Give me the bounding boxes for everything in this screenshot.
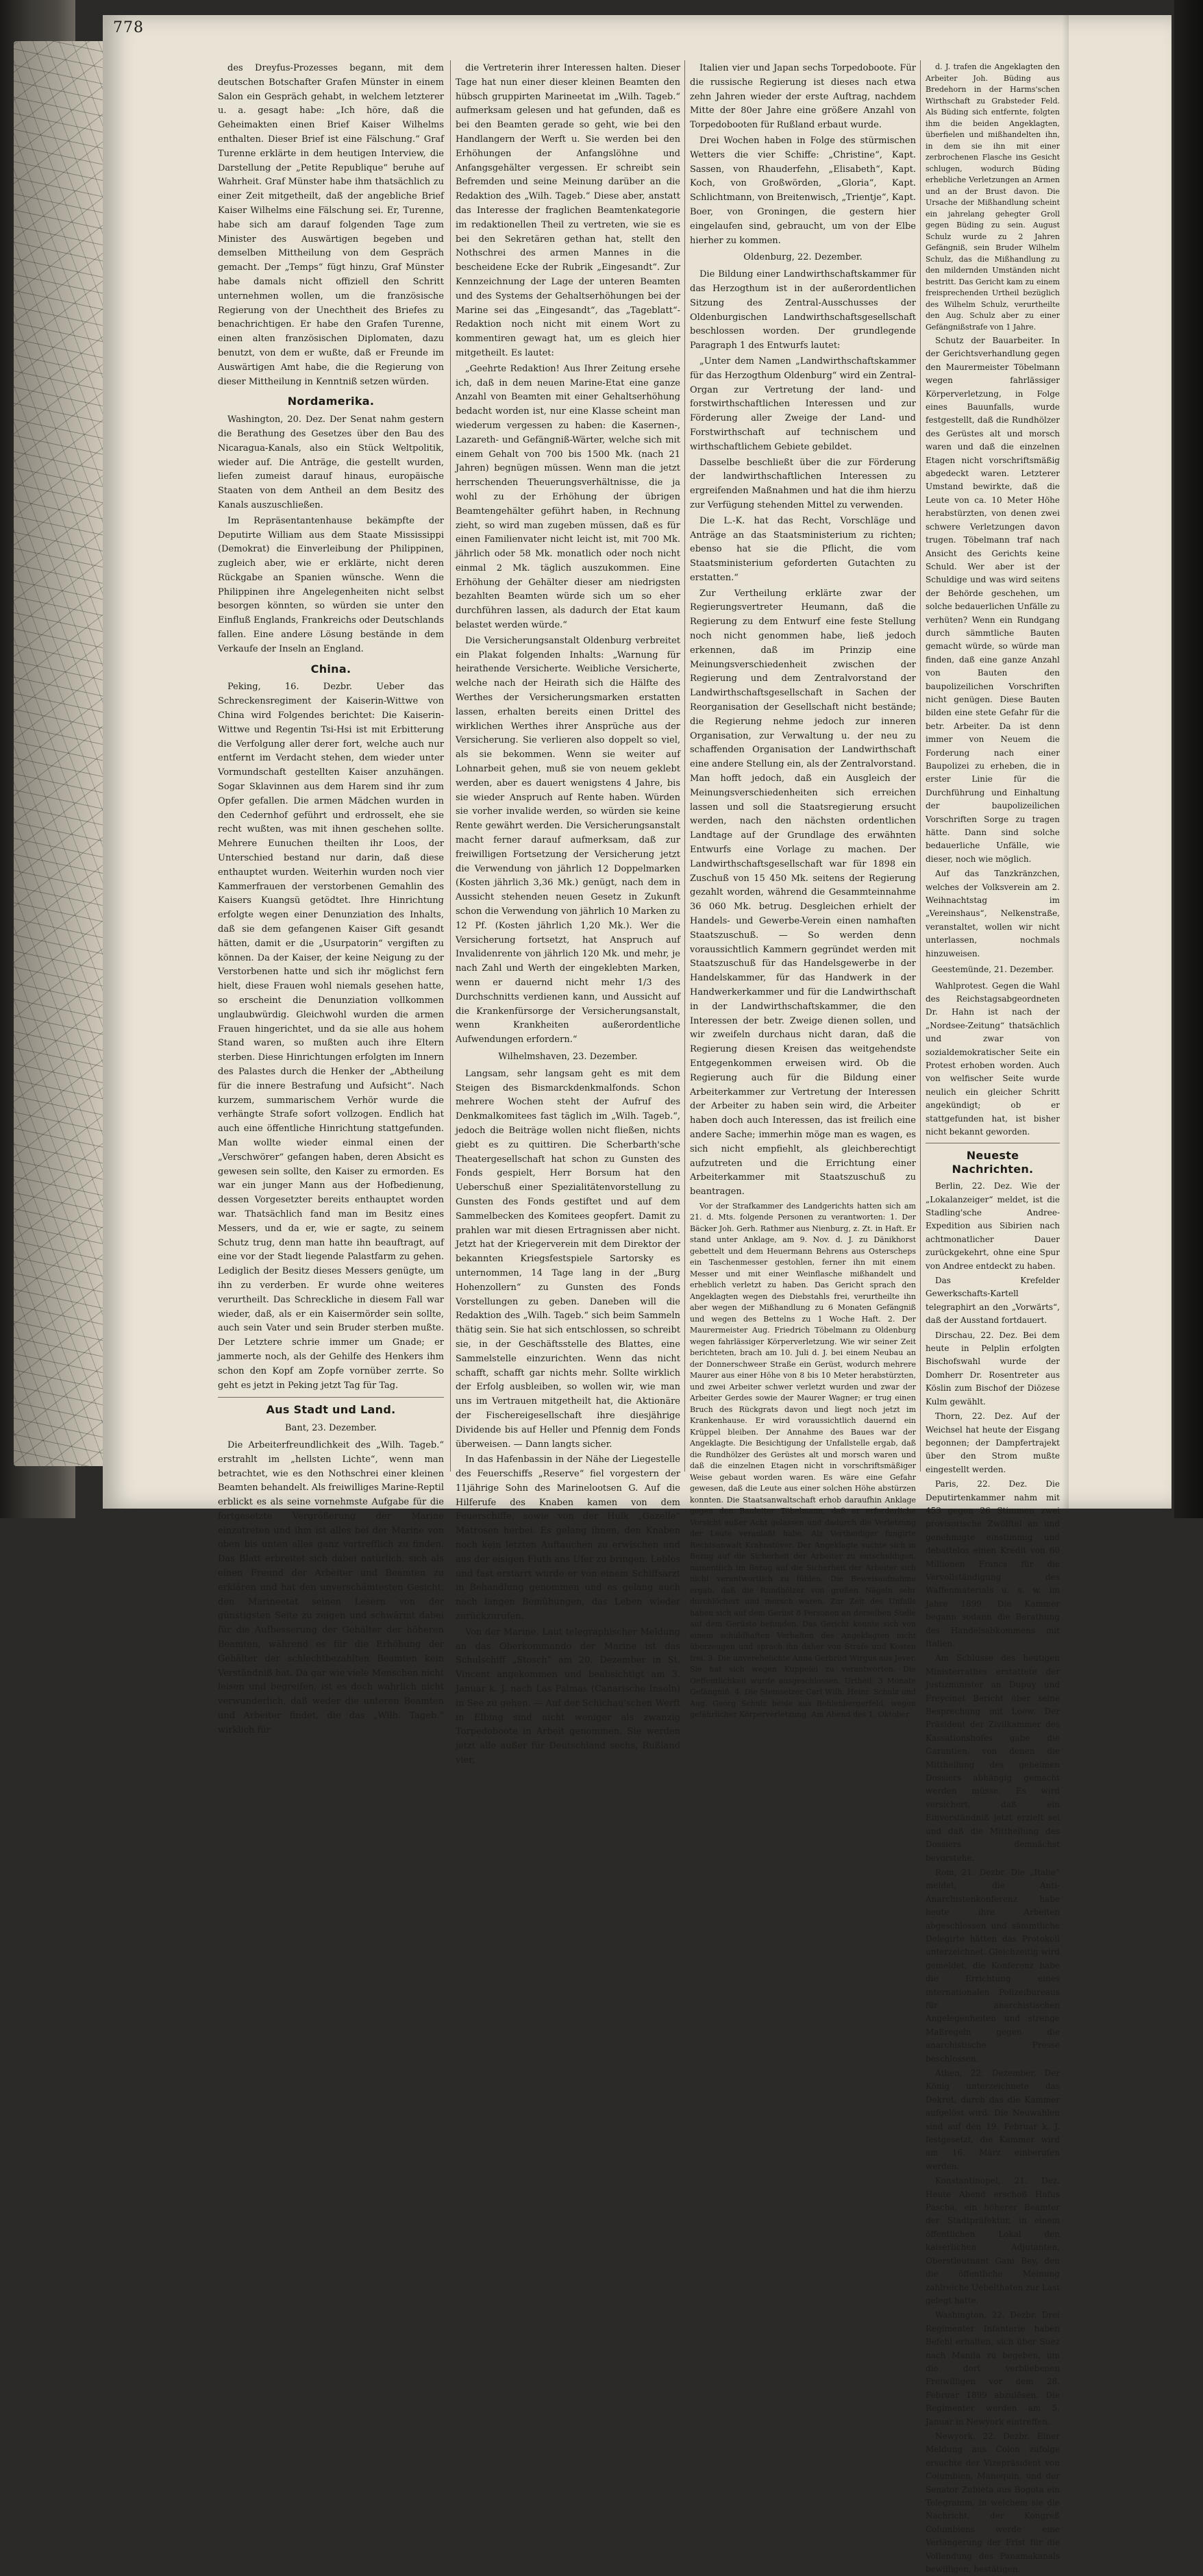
article-text: Die Versicherungsanstalt Oldenburg verbreitet ein Plakat folgenden Inhalts: „Warnung für heirathende Versicherte. Weibliche Versicherte, welche nach der Heirath sich die Hälfte des Werthes der Versicherungsmarken erstatten lassen, erhalten bereits einen Drittel des wirklichen Werthes ihrer Ansprüche aus der Versicherung. Sie verlieren also doppelt so viel, als sie bekommen. Wenn sie weiter auf Lohnarbeit gehen, muß sie von neuem geklebt werden, aber es dauert wenigstens 4 Jahre, bis sie wieder Anspruch auf Rente haben. Würden sie vorher invalide werden, so würden sie keine Rente gewährt werden. Die Versicherungsanstalt macht ferner darauf aufmerksam, daß zur freiwilligen Fortsetzung der Versicherung jetzt die Verwendung von jährlich 12 Doppelmarken (Kosten jährlich 3,36 Mk.) genügt, nach dem in Aussicht stehenden neuen Gesetz in Zukunft schon die Verwendung von jährlich 10 Marken zu 12 Pf. (Kosten jährlich 1,20 Mk.). Wer die Versicherung fortsetzt, hat Anspruch auf Invalidenrente von jährlich 120 Mk. und mehr, je nach Zahl und Werth der eingeklebten Marken, wenn er dauernd nicht mehr 1/3 des Durchschnitts verdienen kann, und Aussicht auf die Krankenfürsorge der Versicherungsanstalt, wenn Krankheiten außerordentliche Aufwendungen erfordern.“: [456, 635, 680, 1045]
news-item: Paris, 22. Dez. Die Deputirtenkammer nahm mit 453 gegen 26 Stimmen zwei provisorische Zwölftel an und genehmigte einstimmig und debattelos einen Kredit von 60 Millionen Francs für die Vervollständigung des Waffenmaterials u. s. w. im Jahre 1899. Die Kammer begann sodann die Berathung des Handelsabkommens mit Italien.: [926, 1479, 1060, 1648]
dateline-oldenburg: Oldenburg, 22. Dezember.: [743, 252, 863, 263]
article-text: Wahlprotest. Gegen die Wahl des Reichstagsabgeordneten Dr. Hahn ist nach der „Nordsee-Zeitung“ thatsächlich und zwar von sozialdemokratischer Seite ein Protest erhoben worden. Auch von welfischer Seite wurde neulich ein gleicher Schritt angekündigt; ob er stattgefunden hat, ist bisher nicht bekannt geworden.: [926, 980, 1060, 1137]
column-4: [926, 62, 1060, 2575]
article-text: Schutz der Bauarbeiter. In der Gerichtsverhandlung gegen den Maurermeister Töbelmann wegen fahrlässiger Körperverletzung, in Folge eines Bauunfalls, wurde festgestellt, daß die Rundhölzer des Gerüstes alt und morsch waren und daß die einzelnen Etagen nicht vorschriftsmäßig abgedeckt waren. Letzterer Umstand bewirkte, daß die Leute von ca. 10 Meter Höhe herabstürzten, von denen zwei schwere Verletzungen davon trugen. Töbelmann traf nach Ansicht des Gerichts keine Schuld. Wer aber ist der Schuldige und was wird seitens der Behörde geschehen, um solche bedauerlichen Unfälle zu verhüten? Wenn ein Rundgang durch sämmtliche Bauten gemacht würde, so würde man finden, daß eine ganze Anzahl von Bauten den baupolizeilichen Vorschriften nicht genügen. Diese Bauten bilden eine stete Gefahr für die betr. Arbeiter. Da ist denn immer von Neuem die Forderung nach einer Baupolizei zu erheben, die in erster Linie für die Durchführung und Einhaltung der baupolizeilichen Vorschriften Sorge zu tragen hätte. Dann sind solche bedauerliche Unfälle, wie dieser, noch wie möglich.: [926, 336, 1060, 864]
article-text: „Geehrte Redaktion! Aus Ihrer Zeitung ersehe ich, daß in dem neuen Marine-Etat eine ganze Anzahl von Beamten mit einer Gehaltserhöhung bedacht worden ist, nur eine Klasse scheint man wiederum vergessen zu haben: die Kasernen-, Lazareth- und Gefängniß-Wärter, welche sich mit einem Gehalt von 700 bis 1500 Mk. (nach 21 Jahren) begnügen müssen. Wenn man die jetzt herrschenden Theuerungsverhältnisse, die ja wohl zu der Erhöhung der übrigen Beamtengehälter geführt haben, in Rechnung zieht, so wird man zugeben müssen, daß es für einen Familienvater nicht leicht ist, mit 700 Mk. jährlich oder 58 Mk. monatlich oder noch nicht einmal 2 Mk. täglich auszukommen. Eine Erhöhung der Gehälter dieser am niedrigsten bezahlten Beamten würde sich um so eher durchführen lassen, als dadurch der Etat kaum belastet werden würde.“: [456, 363, 680, 631]
news-item: Am Schlusse des heutigen Ministerrathes erstattete der Justizminister an Dupuy und Freycinet Bericht über seine Besprechung mit Loew. Der Präsident der Zivilkammer des Kassationshofes gabe die Garantien, von denen die Mittheilung des geheimen Dossiers abhängig gemacht werden müsse. Es wird versichert, daß ein Einverständniß jetzt erzielt sei und daß die Mittheilung des Dossiers demnächst bevorstehe.: [926, 1653, 1060, 1863]
dateline-geestemuende: Geestemünde, 21. Dezember.: [931, 965, 1054, 975]
column-1: [218, 62, 444, 1735]
article-text: Auf das Tanzkränzchen, welches der Volksverein am 2. Weihnachtstag im „Vereinshaus“, Nelkenstraße, veranstaltet, wollen wir nicht unterlassen, nochmals hinzuweisen.: [926, 869, 1060, 958]
article-text: Dasselbe beschließt über die zur Förderung der landwirthschaftlichen Interessen zu ergreifenden Maßnahmen und hat die ihm hierzu zur Verfügung stehenden Mittel zu verwenden.: [690, 457, 916, 510]
section-heading-neueste-nachrichten: Neueste Nachrichten.: [952, 1149, 1034, 1176]
article-text: In das Hafenbassin in der Nähe der Liegestelle des Feuerschiffs „Reserve“ fiel vorgestern der 11jährige Sohn des Marinelootsen G. Auf die Hilferufe des Knaben kamen von dem Feuerschiffe, sowie von der Hulk „Gazelle“ Matrosen herbei. Es gelang ihnen, den Knaben noch kein letzten Auftauchen zu erwischen und aus der eisigen Fluth ans Ufer zu bringen. Leblos und fast erstarrt wurde er von einem Schiffsarzt in Behandlung genommen und es gelang auch nach langen Bemühungen, das Leben wieder zurückzurufen.: [456, 1454, 680, 1622]
article-text: Zur Vertheilung erklärte zwar der Regierungsvertreter Heumann, daß die Regierung zu dem Entwurf eine feste Stellung noch nicht genommen habe, ließ jedoch erkennen, daß im Prinzip eine Meinungsverschiedenheit zwischen der Regierung und dem Zentralvorstand der Landwirthschaftsgesellschaft in Sachen der Reorganisation der Gesellschaft nicht bestände; die Regierung nehme jedoch zur inneren Organisation, zur Verwaltung u. der neu zu schaffenden Organisation der Landwirthschaft eine andere Stellung ein, als der Zentralvorstand. Man hofft jedoch, daß ein Ausgleich der Meinungsverschiedenheiten sich erreichen lassen und soll die Staatsregierung ersucht werden, nach den nächsten ordentlichen Landtage auf der Grundlage des erwähnten Entwurfs eine Vorlage zu machen. Der Landwirthschaftsgesellschaft war für 1898 ein Zuschuß von 15 450 Mk. seitens der Regierung gezahlt worden, während die Gesammteinnahme 36 060 Mk. betrug. Desgleichen erhielt der Handels- und Gewerbe-Verein einen namhaften Staatszuschuß. — So werden denn voraussichtlich Kammern gegründet werden mit Staatszuschuß für das Handelsgewerbe in der Handelskammer, für das Handwerk in der Handwerkerkammer und für die Landwirthschaft in der Landwirthschaftskammer, die den Interessen der betr. Zweige dienen sollen, und wir zweifeln durchaus nicht daran, daß die Regierung diesen Kreisen das weitgehendste Entgegenkommen erweisen wird. Ob die Regierung auch für die Bildung einer Arbeiterkammer zur Vertretung der Interessen der Arbeiter zu haben sein wird, die Arbeiter haben doch auch Interessen, das ist freilich eine andere Sache; immerhin möge man es wagen, es sich nicht empfiehlt, als gleichberechtigt aufzutreten und die Errichtung einer Arbeiterkammer mit Staatszuschuß zu beantragen.: [690, 588, 916, 1198]
article-text: Washington, 20. Dez. Der Senat nahm gestern die Berathung des Gesetzes über den Bau des Nicaragua-Kanals, also ein Stück Weltpolitik, wieder auf. Die Anträge, die gestellt wurden, liefen zumeist darauf hinaus, europäische Staaten von dem Antheil an dem Besitz des Kanals auszuschließen.: [218, 414, 444, 510]
news-item: Athen, 22. Dezember. Der König unterzeichnete das Dekret, durch das die Kammer aufgelöst wird. Die Neuwahlen sind auf den 19. Februar k. J. festgesetzt, die Kammer wird am 16. März einberufen werden.: [926, 2068, 1060, 2171]
article-text: Peking, 16. Dezbr. Ueber das Schreckensregiment der Kaiserin-Wittwe von China wird Folgendes berichtet: Die Kaiserin-Wittwe und Regentin Tsi-Hsi ist mit Erbitterung die Verfolgung aller derer fort, welche auch nur entfernt im Verdacht stehen, dem wieder unter Vormundschaft gestellten Kaiser anzuhängen. Sogar Sklavinnen aus dem Harem sind ihr zum Opfer gefallen. Die armen Mädchen wurden in den Cedernhof geführt und erdrosselt, ehe sie recht wußten, was mit ihnen geschehen sollte. Mehrere Eunuchen theilten ihr Loos, der Unterschied bestand nur darin, daß diese enthauptet wurden. Weiterhin wurden noch vier Kammerfrauen der verstorbenen Gemahlin des Kaisers Kuangsü getödtet. Ihre Hinrichtung erfolgte wegen einer Denunziation des Inhalts, daß sie dem gefangenen Kaiser Gift gesandt hätten, damit er die „Usurpatorin“ vergiften zu können. Da der Kaiser, der keine Neigung zu der Verstorbenen hatte und sich ihr möglichst fern hielt, diese Frauen wohl niemals gesehen hatte, so erscheint die Denunziation vollkommen unglaubwürdig. Gleichwohl wurden die armen Frauen hingerichtet, und da sie alle aus hohem Stand waren, so mußten auch ihre Eltern sterben. Diese Hinrichtungen erfolgten im Innern des Palastes durch die Henker der „Abtheilung für die innere Bestrafung und Aufsicht“. Nach kurzem, summarischem Verhör wurde die verhängte Strafe sofort vollzogen. Endlich hat auch eine öffentliche Hinrichtung stattgefunden. Man wollte wieder einmal einen der „Verschwörer“ gefangen haben, deren Absicht es gewesen sein sollte, den Kaiser zu ermorden. Es war ein junger Mann aus der Hofbedienung, dessen Vorgesetzter bereits enthauptet worden war. Thatsächlich fand man im Besitz eines Messers, und da er, wie er sagte, zu seinem Schutz trug, denn man hatte ihn beauftragt, auf eine vor der Stadt liegende Palastfarm zu gehen. Lediglich der Besitz dieses Messers genügte, um ihn zu verderben. Er wurde ohne weiteres verurtheilt. Das Schreckliche in diesem Fall war wieder, daß, als er ein Kaisermörder sein sollte, auch sein Vater und sein Bruder sterben mußte. Der Letztere schrie immer um Gnade; er jammerte noch, als der Gehilfe des Henkers ihm schon den Kopf am Zopfe vornüber zerrte. So geht es jetzt in Peking jetzt Tag für Tag.: [218, 682, 444, 1391]
article-text: „Unter dem Namen „Landwirthschaftskammer für das Herzogthum Oldenburg“ wird ein Zentral-Organ zur Vertretung der land- und forstwirthschaftlichen Interessen und zur Förderung aller Zweige der Land- und Forstwirthschaft auf technischem und wirthschaftlichem Gebiete gebildet.: [690, 356, 916, 452]
article-text: Die Arbeiterfreundlichkeit des „Wilh. Tageb.“ erstrahlt im „hellsten Lichte“, wenn man betrachtet, wie es den Nothschrei einer kleinen Beamten behandelt. Als freiwilliges Marine-Reptil erblickt es als seine vornehmste Aufgabe für die fortgesetzte Vergrößerung der Marine einzutreten und ihm ist alles bei der Marine von oben bis unten alles ganz vortrefflich zu finden. Das Blatt erbreitet sich dabei natürlich, sich als einen Freund der Arbeiter und Beamten zu erklären und hat den unverschämtesten Gesicht, den Marineetat seinen Lesern von der günstigsten Seite zu zeigen und schwärmt dabei für die Aufbesserung der Gehälter der höheren Beamten, während es für die Erhöhung der Gehälter der schlechtbezahlten Beamten kein Verständniß hat. Da gar wie viele Menschen nicht leisen und begreifen, ist es doch wahrlich nicht verwunderlich, daß weder die unteren Beamten und Arbeiter findet, die das „Wilh. Tageb.“ wirklich für: [218, 1439, 444, 1735]
page-edge-shadow: [1174, 0, 1203, 1518]
cracked-spine: [14, 41, 116, 1466]
column-rule-2: [684, 60, 685, 1472]
section-heading-aus-stadt-und-land: Aus Stadt und Land.: [266, 1403, 396, 1417]
article-text: des Dreyfus-Prozesses begann, mit dem deutschen Botschafter Grafen Münster in einem Salon ein Gespräch gehabt, in welchem letzterer u. a. gesagt habe: „Ich höre, daß die Geheimakten einen Brief Kaiser Wilhelms enthalten. Dieser Brief ist eine Fälschung.“ Graf Turenne erklärte in dem heutigen Interview, die Darstellung der „Petite Republique“ beruhe auf Wahrheit. Graf Münster habe ihm thatsächlich zu einer Zeit mitgetheilt, daß der angebliche Brief Kaiser Wilhelms eine Fälschung sei. Er, Turenne, habe sich am darauf folgenden Tage zum Minister des Auswärtigen begeben und demselben Mittheilung von dem Gespräch gemacht. Der „Temps“ fügt hinzu, Graf Münster habe damals nicht offiziell den Schritt unternehmen wollen, um die französische Regierung von der Unechtheit des Briefes zu benachrichtigen. Er habe den Grafen Turenne, einen alten französischen Diplomaten, dazu benutzt, von dem er wußte, daß er Freunde im Auswärtigen Amt habe, die die Regierung von dieser Mittheilung in Kenntniß setzen würden.: [218, 63, 444, 387]
article-text: die Vertreterin ihrer Interessen halten. Dieser Tage hat nun einer dieser kleinen Beamten den hübsch gruppirten Marineetat im „Wilh. Tageb.“ aufmerksam gelesen und hat gefunden, daß es bei den Beamten gerade so geht, wie bei den Handlangern der Werft u. Sie werden bei den Erhöhungen der Anfangslöhne und Anfangsgehälter vergessen. Er schreibt sein Befremden und seine Meinung darüber an die Redaktion des „Wilh. Tageb.“ Diese aber, anstatt das Interesse der fraglichen Beamtenkategorie im redaktionellen Theil zu vertreten, wie sie es bei den Sekretären gethan hat, stellt den Nothschrei des armen Mannes in die bescheidene Ecke der Rubrik „Eingesandt“. Zur Kennzeichnung der Lage der unteren Beamten und des Systems der Gehaltserhöhungen bei der Marine sei das „Eingesandt“, das „Tageblatt“-Redaktion noch nicht mit einem Wort zu kommentiren gewagt hat, um es gleich hier mitgetheilt. Es lautet:: [456, 63, 680, 358]
article-text: Im Repräsentantenhause bekämpfte der Deputirte William aus dem Staate Mississippi (Demokrat) die Einverleibung der Philippinen, zugleich aber, wie er erklärte, nicht deren Rückgabe an Spanien wünsche. Wenn die Philippinen ihre Angelegenheiten nicht selbst besorgen könnten, so würden sie unter den Einfluß Englands, Frankreichs oder Deutschlands fallen. Eine andere Lösung bestände in dem Verkaufe der Inseln an England.: [218, 515, 444, 654]
column-rule-3: [920, 60, 921, 1472]
page-fold-shadow: [1062, 15, 1069, 1509]
dateline-wilhelmshaven: Wilhelmshaven, 23. Dezember.: [498, 1051, 638, 1062]
dateline-bant: Bant, 23. Dezember.: [285, 1423, 377, 1434]
court-report-text: Vor der Strafkammer des Landgerichts hatten sich am 21. d. Mts. folgende Personen zu verantworten: 1. Der Bäcker Joh. Gerh. Rathmer aus Nienburg, z. Zt. in Haft. Er stand unter Anklage, am 9. Nov. d. J. zu Dänikhorst gebettelt und dem Heuermann Behrens aus Osterscheps ein Taschenmesser gestohlen, ferner ihn mit einem Messer und mit einer Weinflasche mißhandelt und erheblich verletzt zu haben. Das Gericht sprach den Angeklagten wegen des Diebstahls frei, verurtheilte ihn aber wegen der Mißhandlung zu 6 Monaten Gefängniß und wegen des Bettelns zu 1 Woche Haft. 2. Der Maurermeister Aug. Friedrich Töbelmann zu Oldenburg wegen fahrlässiger Körperverletzung. Wie wir seiner Zeit berichteten, brach am 10. Juli d. J. bei einem Neubau an der Donnerschweer Straße ein Gerüst, wodurch mehrere Maurer aus einer Höhe von 8 bis 10 Meter herabstürzten, und zwei Arbeiter schwer verletzt wurden und zwar der Arbeiter Gerdes sowie der Maurer Wagner; er trug einen Bruch des Rückgrats davon und liegt noch jetzt im Krankenhause. Er wird voraussichtlich dauernd ein Krüppel bleiben. Der Annahme des Baues war der Angeklagte. Die Besichtigung der Unfallstelle ergab, daß die Rundhölzer des Gerüstes alt und morsch waren und daß die einzelnen Etagen nicht in vorschriftsmäßiger Weise gebaut worden waren. Es wäre eine Gefahr gewesen, daß die Leute aus einer solchen Höhe abstürzen konnten. Die Staatsanwaltschaft erhob daraufhin Anklage gegen den Bauleiter Töbelmann, daß er erforderliche Vorsicht außer Acht gelassen und dadurch die Verletzung der Leute veranlaßt habe. Als Vertheidiger fungirte Rechtsanwalt Krahnstöver. Der Angeklagte suchte sich in Bezug auf die Sicherheit der Arbeiter zu entschuldigen, namentlich im Bezug auf die Sicherheit der Arbeiter sich nicht verantwortlich zu fühlen. Die Beweisaufnahme ergab, daß die Rundhölzer von großen Nägeln sehr durchlöchert und morsch waren. Zur Zeit des Unfalls haben sich auf dem Gerüst 8 Personen an derselben Stelle auf dem Gerüste befunden. Das Gericht konnte sich von einem schuldhaften Verhalten des Angeklagten nicht überzeugen und sprach ihn daher von Strafe und Kosten frei. 3. Die unverehelichte Anna Gerbrüd Wirgus aus Jever. Sie hat sich wegen Kuppelei zu verantworten. Die Oeffentlichkeit wurde ausgeschlossen. Urtheil: 3 Monate Gefängniß. 4. Die Steinsetzer Carl Wilh. Heinr. Schulz und Aug. Georg Schulz beide aus Bohlenbergerfeld, wegen gefährlicher Körperverletzung. Am Abend des 1. Oktober: [690, 1201, 916, 1720]
news-item: Newyork, 22. Dezbr. Einer Meldung aus Colon zufolge ersuchte der Vizepräsident von Columbien, Manoquin, und der Senator Zubieta aus Bogota ein Telegramm, in welchem sie die Nachricht, der Kongreß Columbiens werde eine Verlängerung der Frist für die Vollendung des Panamakanals bewilligen, bestätigen.: [926, 2431, 1060, 2575]
news-item: Konstantinopel, 21. Dez. Heute Abend erschoß Hafus Pascha, ein höherer Beamter der Stadtpräfektur, in einem öffentlichen Lokal den kaiserlichen Adjutanten, Oberstleutnant Gani Bey, den die öffentliche Meinung zahlreiche Uebelthaten zur Last gelegt hatte.: [926, 2176, 1060, 2305]
page-number: 778: [113, 19, 144, 36]
article-text: Italien vier und Japan sechs Torpedoboote. Für die russische Regierung ist dieses nach etwa zehn Jahren wieder der erste Auftrag, nachdem Mitte der 80er Jahre eine größere Anzahl von Torpedobooten für Rußland erbaut wurde.: [690, 63, 916, 131]
news-item: Das Krefelder Gewerkschafts-Kartell telegraphirt an den „Vorwärts“, daß der Ausstand fortdauert.: [926, 1276, 1060, 1326]
article-text: Langsam, sehr langsam geht es mit dem Steigen des Bismarckdenkmalfonds. Schon mehrere Wochen steht der Aufruf des Denkmalkomitees fast täglich im „Wilh. Tageb.“, jedoch die Beiträge wollen nicht fließen, nichts giebt es zu quittiren. Die Scherbarth'sche Theatergesellschaft hat schon zu Gunsten des Fonds gespielt, Herr Borsum hat den Ueberschuß einer Spezialitätenvorstellung zu Gunsten des Fonds gestiftet und auf dem Sammelbecken des Komitees geopfert. Damit zu prahlen war mit diesen Ertragnissen aber nicht. Jetzt hat der Kriegerverein mit dem Direktor der bekannten Kriegsfestspiele Sartorsky es unternommen, 14 Tage lang in der „Burg Hohenzollern“ zu Gunsten des Fonds Vorstellungen zu geben. Daneben will die Redaktion des „Wilh. Tageb.“ sich beim Sammeln thätig sein. Sie hat sich entschlossen, so schreibt sie, in der Geschäftsstelle des Blattes, eine Sammelstelle einzurichten. Wenn das nicht schafft, schafft gar nichts mehr. Sollte wirklich der Erfolg ausbleiben, so wollen wir, wie man uns im Vertrauen mitgetheilt hat, die Aktionäre der Fischereigesellschaft ihre diesjährige Dividende bis auf Heller und Pfennig dem Fonds überweisen. — Dann langts sicher.: [456, 1068, 680, 1450]
news-item: Thorn, 22. Dez. Auf der Weichsel hat heute der Eisgang begonnen; der Dampfertrajekt über den Strom mußte eingestellt werden.: [926, 1411, 1060, 1474]
article-text: Drei Wochen haben in Folge des stürmischen Wetters die vier Schiffe: „Christine“, Kapt. Sassen, von Rhauderfehn, „Elisabeth“, Kapt. Koch, von Großwörden, „Gloria“, Kapt. Schlichtmann, von Breitenwisch, „Trientje“, Kapt. Boer, von Groningen, die gestern hier eingelaufen sind, gebraucht, um von der Elbe hierher zu kommen.: [690, 135, 916, 246]
section-divider: [218, 1397, 444, 1398]
column-rule-1: [450, 60, 451, 1472]
news-item: Berlin, 22. Dez. Wie der „Lokalanzeiger“ meldet, ist die Stadling'sche Andree-Expedition aus Sibirien nach achtmonatlicher Dauer zurückgekehrt, ohne eine Spur von Andree entdeckt zu haben.: [926, 1181, 1060, 1271]
article-text: Die L.-K. hat das Recht, Vorschläge und Anträge an das Staatsministerium zu richten; ebenso hat sie die Pflicht, die vom Staatsministerium geforderten Gutachten zu erstatten.“: [690, 515, 916, 583]
news-item: Dirschau, 22. Dez. Bei dem heute in Pelplin erfolgten Bischofswahl wurde der Domherr Dr. Rosentreter aus Köslin zum Bischof der Diözese Kulm gewählt.: [926, 1330, 1060, 1407]
column-2: [456, 62, 680, 1766]
news-item: Washington, 22. Dezbr. Drei Regimenter Infanterie haben Befehl erhalten, sich über Suez nach Manila zu begeben, um die dort verbliebenen Freiwilligen vor dem 28. Februar 1899 abzulösen. Die Regimenter werden am 5. Januar in Newyork eintreffen.: [926, 2310, 1060, 2427]
section-heading-china: China.: [310, 662, 351, 676]
court-report-text: d. J. trafen die Angeklagten den Arbeiter Joh. Büding aus Bredehorn in der Harms'schen Wirthschaft zu Grabsteder Feld. Als Büding sich entfernte, folgten ihm die beiden Angeklagten, überfielen und mißhandelten ihn, in dem sie ihn mit einer zerbrochenen Flasche ins Gesicht schlugen, wodurch Büding erhebliche Verletzungen an Armen und an der Brust davon. Die Ursache der Mißhandlung scheint ein jahrelang gehegter Groll gegen Büding zu sein. August Schulz wurde zu 2 Jahren Gefängniß, sein Bruder Wilhelm Schulz, das die Mißhandlung zu den mildernden Umständen nicht bestritt. Das Gericht kam zu einem freisprechenden Urtheil bezüglich des Wilhelm Schulz, verurtheilte den Aug. Schulz aber zu einer Gefängnißstrafe von 1 Jahre.: [926, 62, 1060, 332]
section-heading-nordamerika: Nordamerika.: [287, 395, 375, 408]
article-text: Die Bildung einer Landwirthschaftskammer für das Herzogthum ist in der außerordentlichen Sitzung des Zentral-Ausschusses der Oldenburgischen Landwirthschaftsgesellschaft beschlossen worden. Der grundlegende Paragraph 1 des Entwurfs lautet:: [690, 269, 916, 351]
column-3: [690, 62, 916, 1720]
article-text: Von der Marine. Laut telegraphischer Meldung an das Oberkommando der Marine ist das Schulschiff „Stosch“ am 20. Dezember in St. Vincent angekommen und beabsichtigt am 3. Januar k. J. nach Las Palmas (Canarische Inseln) in See zu gehen. — Auf der Schichau'schen Werft in Elbing sind nicht weniger als zwanzig Torpedoboote in Arbeit genommen. Sie werden jetzt alle außer für Deutschland sechs, Rußland vier,: [456, 1626, 680, 1766]
news-item: Rom, 21. Dezbr. Die „Italie“ meldet, die Anti-Anarchistenkonferenz habe heute ihre Arbeiten abgeschlossen und sämmtliche Delegirte hätten das Protokoll unterzeichnet. Gleichzeitig wird gemeldet, die Konferenz habe die Errichtung eines internationalen Polizeibureaus für anarchistischen Angelegenheiten und strenge Maßregeln gegen die anarchistische Presse beschlossen.: [926, 1867, 1060, 2064]
